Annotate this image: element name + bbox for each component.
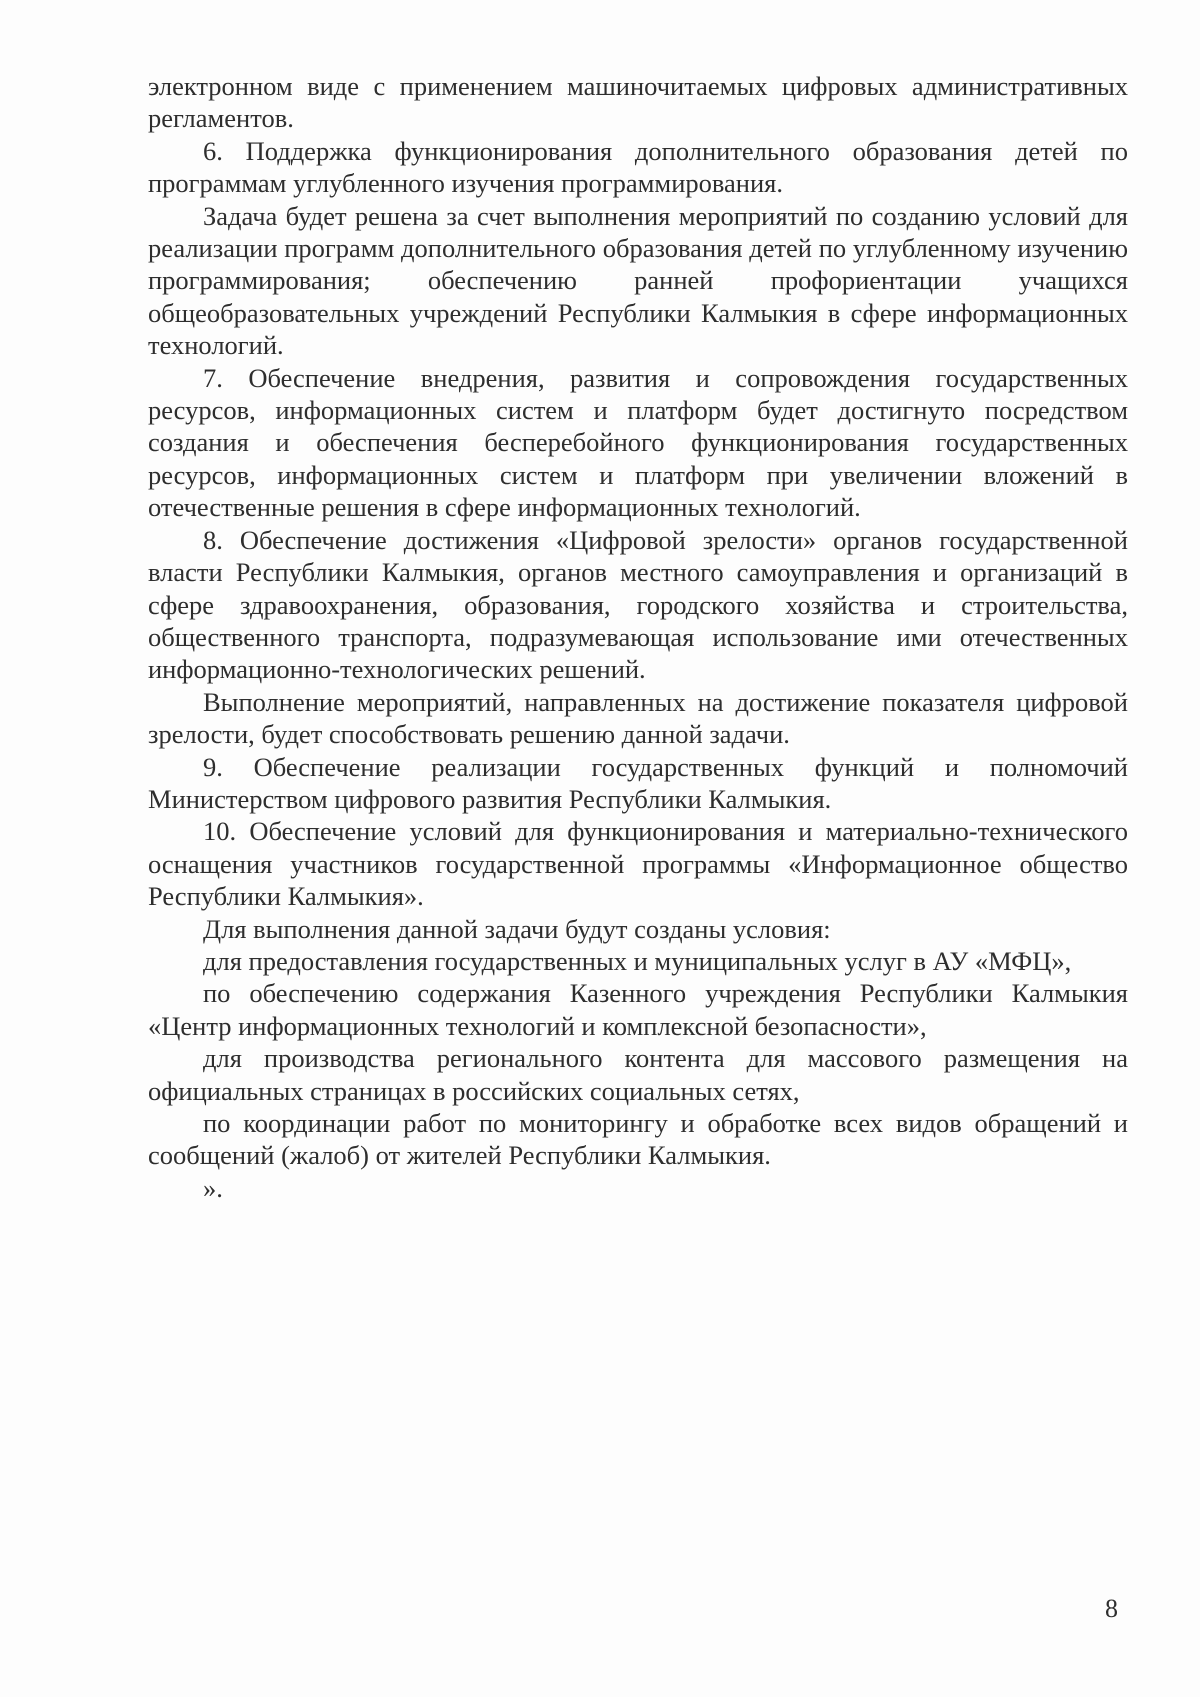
paragraph-condition-center: по обеспечению содержания Казенного учреждения Республики Калмыкия «Центр информационных технологий и комплексной безопасности», [148,978,1128,1041]
paragraph-item-8: 8. Обеспечение достижения «Цифровой зрелости» органов государственной власти Республики Калмыкия, органов местного самоуправления и организаций в сфере здравоохранения, образования, городского хозяйства и строительства, общественного транспорта, подразумевающая использование ими отечественных информационно-технологических решений. [148,524,1128,685]
paragraph-conditions-intro: Для выполнения данной задачи будут созданы условия: [203,913,831,944]
paragraph-condition-mfc: для предоставления государственных и муниципальных услуг в АУ «МФЦ», [203,945,1072,976]
paragraph-condition-content: для производства регионального контента для массового размещения на официальных страницах в российских социальных сетях, [148,1043,1128,1106]
paragraph-item-9: 9. Обеспечение реализации государственных функций и полномочий Министерством цифрового развития Республики Калмыкия. [148,751,1128,814]
paragraph-item-7: 7. Обеспечение внедрения, развития и сопровождения государственных ресурсов, информационных систем и платформ будет достигнуто посредством создания и обеспечения бесперебойного функционирования государственных ресурсов, информационных систем и платформ при увеличении вложений в отечественные решения в сфере информационных технологий. [148,362,1128,523]
paragraph-task-8-solution: Выполнение мероприятий, направленных на достижение показателя цифровой зрелости, будет способствовать решению данной задачи. [148,686,1128,750]
paragraph-condition-monitoring: по координации работ по мониторингу и обработке всех видов обращений и сообщений (жалоб) от жителей Республики Калмыкия. [148,1108,1128,1171]
paragraph-continuation: электронном виде с применением машиночитаемых цифровых административных регламентов. [148,71,1128,134]
paragraph-item-6: 6. Поддержка функционирования дополнительного образования детей по программам углубленного изучения программирования. [148,135,1128,199]
document-body [148,70,1128,1204]
page-number: 8 [1105,1594,1118,1623]
closing-quote: ». [203,1172,223,1203]
paragraph-task-6-solution: Задача будет решена за счет выполнения мероприятий по созданию условий для реализации программ дополнительного образования детей по углубленному изучению программирования; обеспечению ранней профориентации учащихся общеобразовательных учреждений Республики Калмыкия в сфере информационных технологий. [148,200,1128,361]
paragraph-item-10: 10. Обеспечение условий для функционирования и материально-технического оснащения участников государственной программы «Информационное общество Республики Калмыкия». [148,816,1128,912]
